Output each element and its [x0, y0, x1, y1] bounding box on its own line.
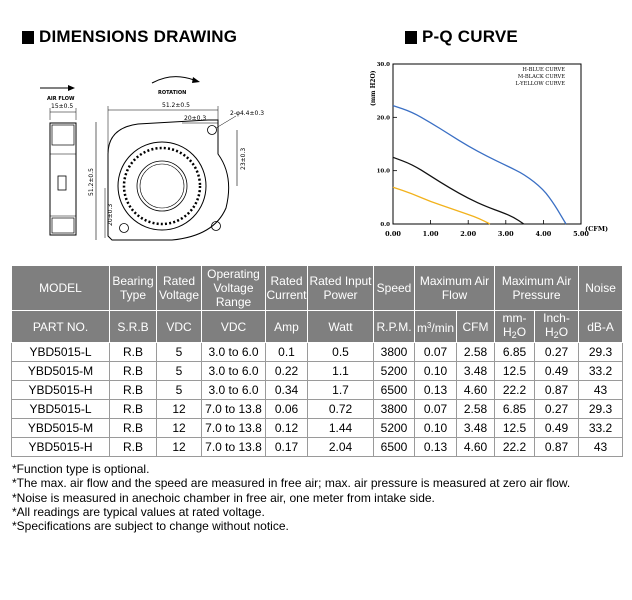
unit-text: H: [503, 325, 512, 339]
dim-height-label: 51.2±0.5: [88, 168, 95, 196]
table-row: [12, 343, 623, 362]
unit-operating-voltage: VDC: [202, 311, 266, 343]
spec-table: [11, 265, 623, 457]
unit-text: O: [516, 325, 527, 339]
table-cell: 29.3: [579, 343, 623, 362]
header-bearing: Bearing Type: [110, 266, 157, 311]
pq-curve-title: [405, 27, 518, 47]
dim-hole-y-label: 23±0.3: [240, 147, 247, 170]
table-cell: 1.7: [308, 381, 374, 400]
table-cell: 0.87: [535, 381, 579, 400]
dim-width-label: 51.2±0.5: [162, 102, 190, 109]
table-cell: 5200: [374, 362, 415, 381]
y-tick-label: 10.0: [376, 168, 390, 175]
unit-subscript: 2: [511, 330, 517, 340]
y-tick-label: 20.0: [376, 115, 390, 122]
table-cell: 33.2: [579, 419, 623, 438]
table-cell: 3800: [374, 343, 415, 362]
footnote: *The max. air flow and the speed are measured in free air; max. air pressure is measured at zero air flow.: [12, 476, 571, 491]
unit-text: O: [558, 325, 569, 339]
table-row: [12, 419, 623, 438]
table-cell: 12: [157, 400, 202, 419]
x-tick-label: 0.00: [385, 230, 401, 238]
table-cell: 1.44: [308, 419, 374, 438]
dimensions-drawing-title: [22, 27, 237, 47]
footnote: *Specifications are subject to change without notice.: [12, 519, 289, 534]
legend-entry: H-BLUE CURVE: [522, 67, 565, 73]
unit-inch-h2o: [535, 311, 579, 343]
table-cell: 7.0 to 13.8: [202, 400, 266, 419]
table-cell: 0.1: [266, 343, 308, 362]
header-max-air-flow: Maximum Air Flow: [415, 266, 495, 311]
table-cell: 22.2: [495, 381, 535, 400]
header-rated-current: Rated Current: [266, 266, 308, 311]
table-cell: 43: [579, 438, 623, 457]
unit-text: m: [416, 320, 427, 335]
table-cell: 0.22: [266, 362, 308, 381]
table-cell: 0.5: [308, 343, 374, 362]
footnotes: [12, 462, 570, 533]
table-cell: 2.58: [457, 343, 495, 362]
pq-curve-chart: [350, 52, 625, 248]
footnote: *Noise is measured in anechoic chamber in free air, one meter from intake side.: [12, 490, 435, 505]
unit-text: H: [545, 325, 554, 339]
header-speed: Speed: [374, 266, 415, 311]
table-cell: 3.0 to 6.0: [202, 343, 266, 362]
y-tick-label: 30.0: [376, 62, 390, 68]
front-view: [96, 106, 237, 240]
rotation-arrow: [152, 77, 200, 83]
y-tick-label: 0.0: [380, 222, 390, 228]
plot-frame: [393, 64, 581, 224]
header-operating-voltage: Operating Voltage Range: [202, 266, 266, 311]
unit-mm-h2o: [495, 311, 535, 343]
y-axis-label: (mm H2O): [370, 70, 377, 106]
header-rated-voltage: Rated Voltage: [157, 266, 202, 311]
table-cell: 12.5: [495, 419, 535, 438]
dim-depth-label: 15±0.5: [51, 103, 74, 110]
table-cell: 7.0 to 13.8: [202, 438, 266, 457]
unit-text: Inch-: [543, 311, 570, 325]
unit-m3-min: [415, 311, 457, 343]
table-cell: 12.5: [495, 362, 535, 381]
table-cell: 0.27: [535, 400, 579, 419]
header-row-2: [12, 311, 623, 343]
legend-entry: M-BLACK CURVE: [517, 74, 565, 80]
table-cell: 0.07: [415, 400, 457, 419]
table-cell: 5: [157, 343, 202, 362]
table-cell: 4.60: [457, 438, 495, 457]
table-cell: YBD5015-H: [12, 438, 110, 457]
table-cell: 0.10: [415, 362, 457, 381]
table-cell: R.B: [110, 343, 157, 362]
table-cell: 3.48: [457, 419, 495, 438]
table-cell: YBD5015-M: [12, 362, 110, 381]
rotation-label: ROTATION: [158, 90, 187, 96]
side-view: [50, 108, 76, 235]
table-cell: 3.0 to 6.0: [202, 362, 266, 381]
x-tick-label: 4.00: [535, 230, 552, 238]
table-cell: 29.3: [579, 400, 623, 419]
table-cell: 6500: [374, 381, 415, 400]
table-cell: R.B: [110, 362, 157, 381]
unit-speed: R.P.M.: [374, 311, 415, 343]
table-cell: YBD5015-M: [12, 419, 110, 438]
legend-entry: L-YELLOW CURVE: [515, 81, 565, 87]
table-cell: 3800: [374, 400, 415, 419]
airflow-arrow: [40, 85, 75, 91]
table-cell: 22.2: [495, 438, 535, 457]
x-tick-label: 2.00: [460, 230, 477, 238]
table-cell: 0.49: [535, 362, 579, 381]
unit-power: Watt: [308, 311, 374, 343]
footnote: *All readings are typical values at rated voltage.: [12, 504, 265, 519]
table-cell: 3.0 to 6.0: [202, 381, 266, 400]
table-cell: YBD5015-L: [12, 343, 110, 362]
table-cell: 2.04: [308, 438, 374, 457]
unit-cfm: CFM: [457, 311, 495, 343]
square-bullet-icon: [405, 31, 417, 44]
dimensions-drawing: [12, 58, 292, 248]
table-cell: 0.13: [415, 381, 457, 400]
unit-current: Amp: [266, 311, 308, 343]
header-model: MODEL: [12, 266, 110, 311]
table-cell: 5: [157, 381, 202, 400]
square-bullet-icon: [22, 31, 34, 44]
table-cell: 0.34: [266, 381, 308, 400]
table-cell: 12: [157, 438, 202, 457]
footnote: *Function type is optional.: [12, 462, 150, 476]
table-cell: 1.1: [308, 362, 374, 381]
table-cell: 0.87: [535, 438, 579, 457]
table-row: [12, 381, 623, 400]
x-tick-label: 1.00: [422, 230, 439, 238]
table-cell: 6.85: [495, 400, 535, 419]
table-cell: YBD5015-L: [12, 400, 110, 419]
table-cell: 0.13: [415, 438, 457, 457]
table-cell: 0.72: [308, 400, 374, 419]
unit-noise: dB-A: [579, 311, 623, 343]
unit-part-no: PART NO.: [12, 311, 110, 343]
table-row: [12, 400, 623, 419]
table-cell: 0.06: [266, 400, 308, 419]
table-cell: R.B: [110, 438, 157, 457]
table-cell: 43: [579, 381, 623, 400]
pq-title-text: P-Q CURVE: [422, 27, 518, 46]
header-input-power: Rated Input Power: [308, 266, 374, 311]
table-cell: R.B: [110, 400, 157, 419]
header-noise: Noise: [579, 266, 623, 311]
header-row-1: [12, 266, 623, 311]
table-cell: 6500: [374, 438, 415, 457]
table-cell: 7.0 to 13.8: [202, 419, 266, 438]
dim-outlet-left-label: 20±0.3: [107, 203, 114, 226]
unit-rated-voltage: VDC: [157, 311, 202, 343]
table-cell: 4.60: [457, 381, 495, 400]
table-cell: 0.12: [266, 419, 308, 438]
table-cell: 2.58: [457, 400, 495, 419]
x-axis-label: (CFM): [585, 225, 609, 233]
table-cell: 0.17: [266, 438, 308, 457]
unit-subscript: 2: [553, 330, 559, 340]
unit-text: /min: [431, 320, 455, 335]
dim-holes-label: 2-φ4.4±0.3: [230, 110, 265, 117]
table-cell: YBD5015-H: [12, 381, 110, 400]
dim-outlet-label: 20±0.3: [184, 115, 207, 122]
table-cell: 3.48: [457, 362, 495, 381]
dimensions-title-text: DIMENSIONS DRAWING: [39, 27, 238, 46]
table-cell: 0.49: [535, 419, 579, 438]
table-cell: 5200: [374, 419, 415, 438]
unit-bearing: S.R.B: [110, 311, 157, 343]
header-max-air-pressure: Maximum Air Pressure: [495, 266, 579, 311]
unit-superscript: 3: [426, 320, 432, 330]
unit-text: mm-: [502, 311, 527, 325]
table-cell: R.B: [110, 381, 157, 400]
x-tick-label: 5.00: [573, 230, 589, 238]
x-tick-label: 3.00: [497, 230, 514, 238]
table-row: [12, 438, 623, 457]
table-cell: 0.27: [535, 343, 579, 362]
table-cell: 0.10: [415, 419, 457, 438]
table-cell: 0.07: [415, 343, 457, 362]
table-cell: R.B: [110, 419, 157, 438]
table-cell: 33.2: [579, 362, 623, 381]
table-cell: 6.85: [495, 343, 535, 362]
table-row: [12, 362, 623, 381]
table-cell: 12: [157, 419, 202, 438]
airflow-label: AIR FLOW: [47, 96, 75, 102]
table-cell: 5: [157, 362, 202, 381]
